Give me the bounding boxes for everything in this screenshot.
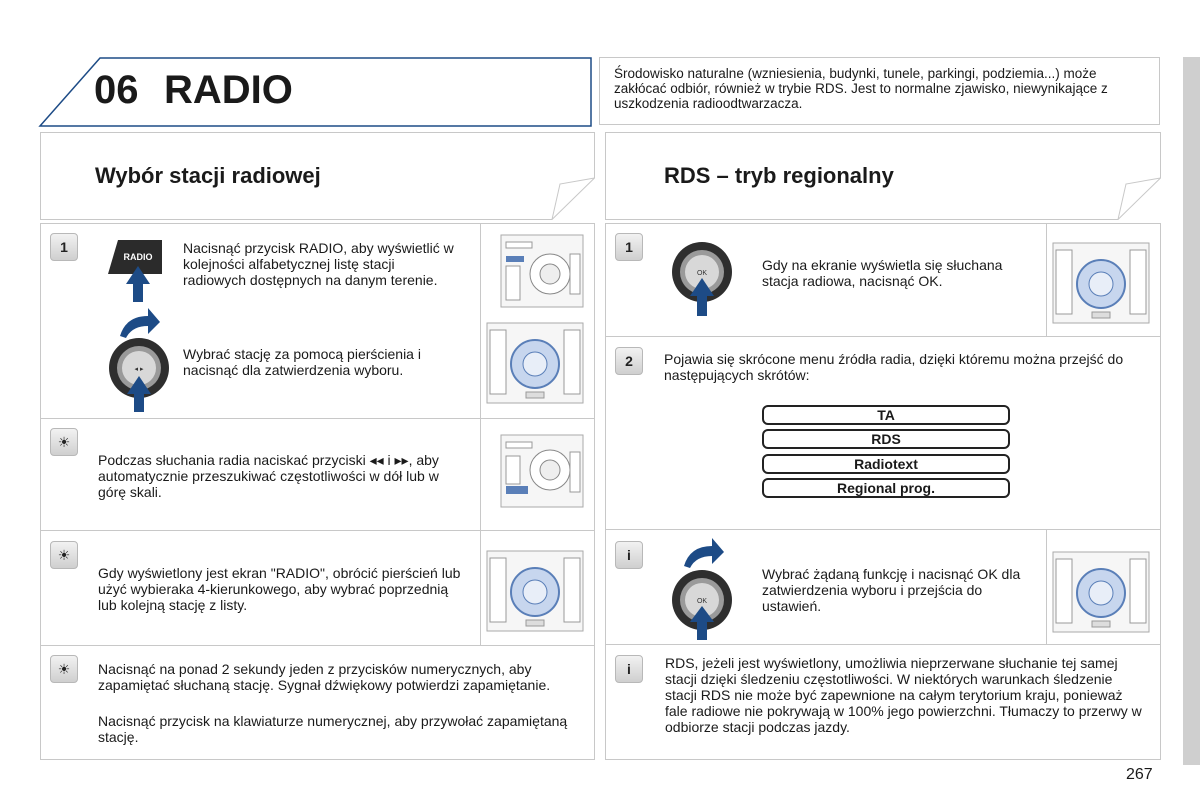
chapter-number: 06 — [94, 68, 139, 112]
rotary-knob-ok-illustration — [670, 568, 734, 642]
curved-arrow-icon — [116, 306, 162, 340]
menu-item-ta[interactable]: TA — [762, 405, 1010, 425]
tip3-text-a: Nacisnąć na ponad 2 sekundy jeden z przycisków numerycznych, aby zapamiętać słuchaną stację. Sygnał dźwiękowy potwierdzi zapamiętanie. — [98, 661, 551, 693]
radio-panel-thumbnail — [500, 234, 584, 308]
page-number: 267 — [1126, 766, 1153, 783]
chapter-title: RADIO — [164, 68, 293, 112]
right-section-title: RDS – tryb regionalny — [664, 163, 894, 188]
left-section-title: Wybór stacji radiowej — [95, 163, 321, 188]
right-step1-text: Gdy na ekranie wyświetla się słuchana stacja radiowa, nacisnąć OK. — [762, 257, 1003, 289]
radio-panel-thumbnail — [486, 322, 584, 404]
right-info1-text: Wybrać żądaną funkcję i nacisnąć OK dla zatwierdzenia wyboru i przejścia do ustawień. — [762, 566, 1021, 614]
radio-button-text: RADIO — [123, 252, 153, 262]
radio-panel-thumbnail — [1052, 242, 1150, 324]
menu-item-radiotext[interactable]: Radiotext — [762, 454, 1010, 474]
right-step2-text: Pojawia się skrócone menu źródła radia, dzięki któremu można przejść do następujących skrótów: — [664, 351, 1124, 383]
tip-icon: ☀ — [50, 428, 78, 456]
rotary-knob-illustration — [107, 336, 171, 414]
radio-panel-thumbnail — [486, 550, 584, 632]
top-note: Środowisko naturalne (wzniesienia, budynki, tunele, parkingi, podziemia...) może zakłócać odbiór, również w trybie RDS. Jest to normalne zjawisko, niewynikające z uszkodzenia radioodtwarzacza. — [599, 57, 1160, 125]
tip2-text: Gdy wyświetlony jest ekran "RADIO", obrócić pierścień lub użyć wybieraka 4-kierunkowego, aby wybrać poprzednią lub kolejną stację z listy. — [98, 565, 461, 613]
info-icon: i — [615, 541, 643, 569]
step-badge: 1 — [50, 233, 78, 261]
right-info2-text: RDS, jeżeli jest wyświetlony, umożliwia nieprzerwane słuchanie tej samej stacji dzięki śledzeniu częstotliwości. W niektórych warunkach śledzenie stacji RDS nie może być zapewnione na całym terytorium kraju, ponieważ fale radiowe nie pokrywają w 100% jego powierzchni. Tłumaczy to przerwy w odbiorze stacji podczas jazdy. — [665, 655, 1142, 735]
radio-button-illustration — [104, 236, 166, 306]
step1-text-b: Wybrać stację za pomocą pierścienia i nacisnąć dla zatwierdzenia wyboru. — [183, 346, 421, 378]
rotary-knob-ok-illustration — [670, 240, 734, 318]
menu-item-regional-prog[interactable]: Regional prog. — [762, 478, 1010, 498]
step1-text-a: Nacisnąć przycisk RADIO, aby wyświetlić w kolejności alfabetycznej listę stacji radiowych dostępnych na danym terenie. — [183, 240, 454, 288]
tip1-text: Podczas słuchania radia naciskać przyciski ◂◂ i ▸▸, aby automatycznie przeszukiwać częstotliwości w dół lub w górę skali. — [98, 452, 439, 500]
svg-text:OK: OK — [696, 270, 708, 277]
radio-panel-thumbnail — [1052, 551, 1150, 633]
curved-arrow-icon — [680, 536, 726, 570]
svg-text:◂ ▸: ◂ ▸ — [134, 366, 144, 373]
menu-item-rds[interactable]: RDS — [762, 429, 1010, 449]
tip3-text-b: Nacisnąć przycisk na klawiaturze numerycznej, aby przywołać zapamiętaną stację. — [98, 713, 568, 745]
step-badge: 1 — [615, 233, 643, 261]
svg-text:OK: OK — [696, 598, 708, 605]
info-icon: i — [615, 655, 643, 683]
side-tab — [1183, 57, 1200, 765]
tip-icon: ☀ — [50, 541, 78, 569]
step-badge: 2 — [615, 347, 643, 375]
radio-panel-thumbnail — [500, 434, 584, 508]
tip-icon: ☀ — [50, 655, 78, 683]
